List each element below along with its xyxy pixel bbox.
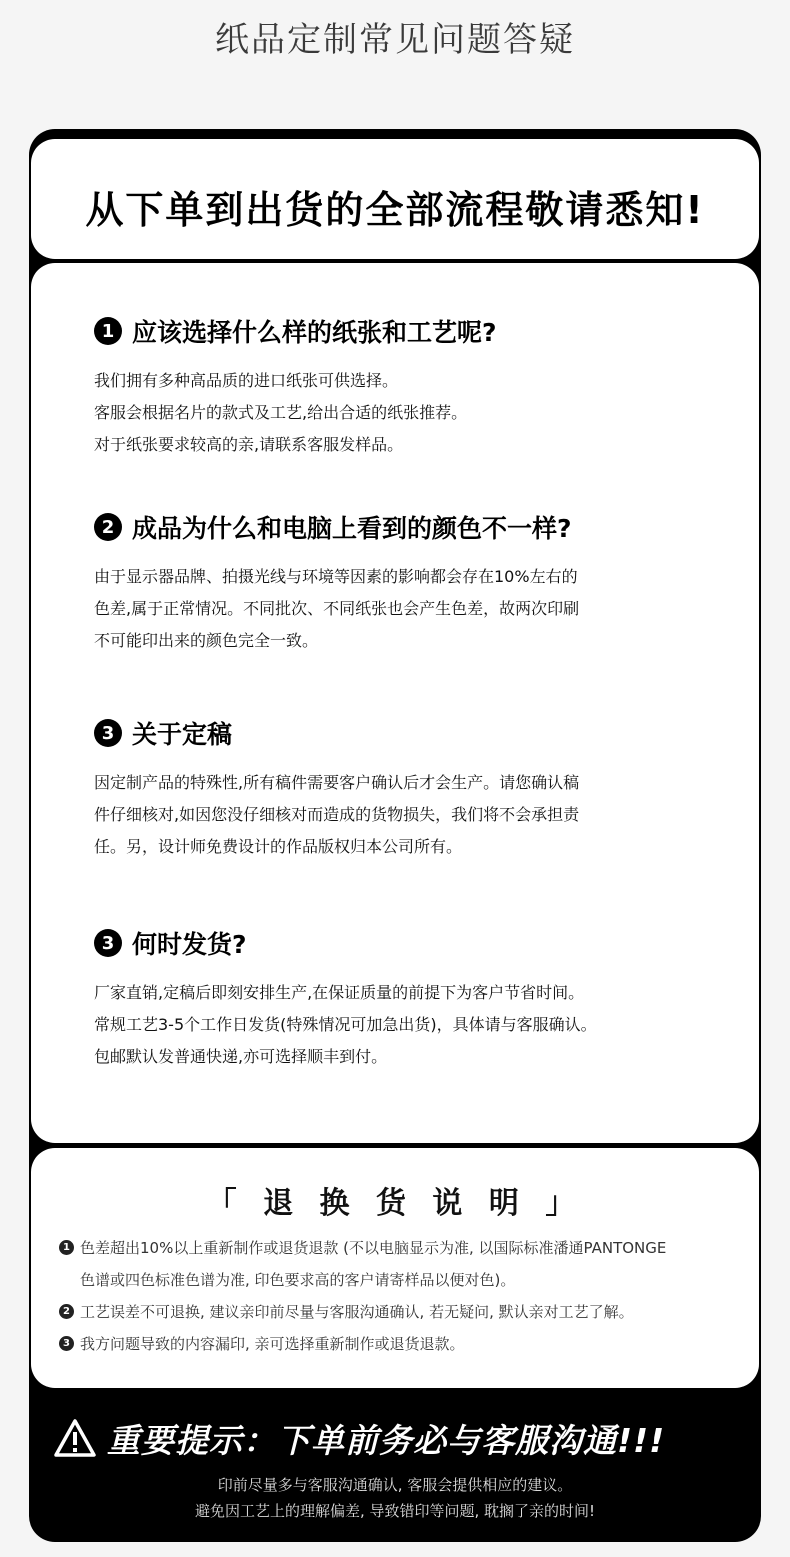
number-badge-icon: 3: [94, 719, 122, 747]
answer-line: 件仔细核对,如因您没仔细核对而造成的货物损失，我们将不会承担责: [94, 805, 580, 824]
faq-question-row: [94, 923, 714, 963]
faq-card: [31, 263, 759, 1143]
number-badge-icon: 3: [59, 1336, 74, 1351]
answer-line: 厂家直销,定稿后即刻安排生产,在保证质量的前提下为客户节省时间。: [94, 983, 585, 1002]
warning-section: [31, 1400, 759, 1530]
answer-line: 包邮默认发普通快递,亦可选择顺丰到付。: [94, 1047, 388, 1066]
policy-item-continued: [59, 1264, 749, 1296]
faq-question-row: [94, 311, 714, 351]
return-policy-card: [31, 1148, 759, 1388]
page-title: 纸品定制常见问题答疑: [215, 20, 575, 60]
faq-item-paper: [94, 311, 714, 461]
policy-item: [59, 1328, 749, 1360]
warning-triangle-icon: [53, 1418, 97, 1458]
faq-question-row: [94, 507, 714, 547]
warning-line: 避免因工艺上的理解偏差, 导致错印等问题, 耽搁了亲的时间!: [194, 1502, 596, 1520]
answer-line: 因定制产品的特殊性,所有稿件需要客户确认后才会生产。请您确认稿: [94, 773, 580, 792]
faq-answer: [94, 767, 714, 863]
policy-item: [59, 1296, 749, 1328]
faq-question: 成品为什么和电脑上看到的颜色不一样?: [132, 514, 572, 543]
policy-line: 我方问题导致的内容漏印, 亲可选择重新制作或退货退款。: [80, 1335, 465, 1353]
faq-question: 应该选择什么样的纸张和工艺呢?: [132, 318, 497, 347]
policy-item: [59, 1232, 749, 1264]
answer-line: 由于显示器品牌、拍摄光线与环境等因素的影响都会存在10%左右的: [94, 567, 578, 586]
faq-item-shipping: [94, 923, 714, 1073]
answer-line: 不可能印出来的颜色完全一致。: [94, 631, 319, 650]
faq-item-proof: [94, 713, 714, 863]
faq-question-row: [94, 713, 714, 753]
answer-line: 常规工艺3-5个工作日发货(特殊情况可加急出货)，具体请与客服确认。: [94, 1015, 597, 1034]
faq-item-color: [94, 507, 714, 657]
faq-question: 关于定稿: [132, 720, 233, 749]
warning-notes: [31, 1472, 759, 1524]
policy-line: 工艺误差不可退换, 建议亲印前尽量与客服沟通确认, 若无疑问, 默认亲对工艺了解。: [80, 1303, 634, 1321]
header-banner-card: [31, 139, 759, 259]
warning-title: 重要提示：下单前务必与客服沟通!!!: [107, 1420, 666, 1460]
return-policy-title: 「 退 换 货 说 明 」: [206, 1186, 584, 1221]
faq-question: 何时发货?: [132, 930, 247, 959]
number-badge-icon: 1: [94, 317, 122, 345]
policy-line: 色谱或四色标准色谱为准, 印色要求高的客户请寄样品以便对色)。: [80, 1271, 516, 1289]
header-banner-text: 从下单到出货的全部流程敬请悉知!: [85, 188, 705, 232]
faq-answer: [94, 561, 714, 657]
answer-line: 客服会根据名片的款式及工艺,给出合适的纸张推荐。: [94, 403, 468, 422]
answer-line: 任。另，设计师免费设计的作品版权归本公司所有。: [94, 837, 463, 856]
answer-line: 我们拥有多种高品质的进口纸张可供选择。: [94, 371, 399, 390]
warning-line: 印前尽量多与客服沟通确认, 客服会提供相应的建议。: [217, 1476, 573, 1494]
return-policy-list: [59, 1232, 749, 1360]
faq-answer: [94, 977, 714, 1073]
number-badge-icon: 3: [94, 929, 122, 957]
answer-line: 对于纸张要求较高的亲,请联系客服发样品。: [94, 435, 404, 454]
faq-answer: [94, 365, 714, 461]
number-badge-icon: 1: [59, 1240, 74, 1255]
policy-line: 色差超出10%以上重新制作或退货退款 (不以电脑显示为准, 以国际标准潘通PANTONGE: [80, 1239, 667, 1257]
number-badge-icon: 2: [59, 1304, 74, 1319]
warning-title-row: [53, 1414, 665, 1462]
number-badge-icon: 2: [94, 513, 122, 541]
answer-line: 色差,属于正常情况。不同批次、不同纸张也会产生色差，故两次印刷: [94, 599, 580, 618]
